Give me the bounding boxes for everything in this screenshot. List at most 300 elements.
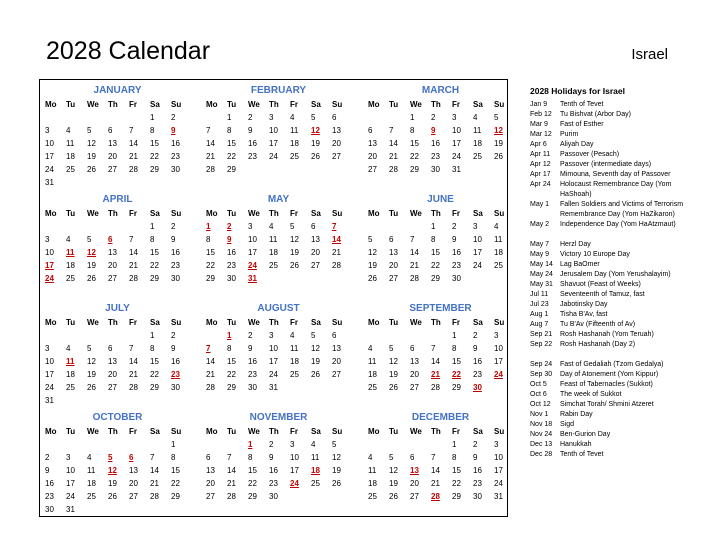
day-cell: 27 [311, 261, 320, 270]
day-cell: 25 [368, 492, 377, 501]
weekday-header: Mo [206, 100, 218, 109]
day-cell: 7 [431, 453, 436, 462]
holiday-row [530, 260, 702, 270]
day-cell: 2 [452, 222, 457, 231]
day-cell: 26 [494, 152, 503, 161]
day-cell: 12 [290, 235, 299, 244]
weekday-header: We [87, 427, 99, 436]
day-cell: 11 [311, 453, 320, 462]
holiday-name: Jabotinsky Day [560, 301, 608, 308]
day-cell: 18 [66, 261, 75, 270]
day-cell: 9 [227, 235, 232, 244]
day-cell: 30 [171, 274, 180, 283]
day-cell: 24 [473, 261, 482, 270]
day-cell: 26 [311, 370, 320, 379]
month-name: AUGUST [257, 303, 300, 314]
empty-cell [389, 111, 410, 124]
month-name: NOVEMBER [249, 412, 308, 423]
day-cell: 30 [473, 492, 482, 501]
day-cell: 18 [290, 139, 299, 148]
day-cell: 29 [452, 492, 461, 501]
holiday-name: The week of Sukkot [560, 391, 622, 398]
day-cell: 2 [431, 113, 436, 122]
day-cell: 2 [248, 113, 253, 122]
day-cell: 3 [473, 222, 478, 231]
day-cell: 3 [45, 235, 50, 244]
day-cell: 27 [332, 370, 341, 379]
weekday-header: Tu [227, 100, 237, 109]
month-days-grid [45, 98, 190, 189]
day-cell: 16 [171, 139, 180, 148]
day-cell: 1 [206, 222, 211, 231]
day-cell: 21 [431, 479, 440, 488]
day-cell: 4 [494, 222, 499, 231]
day-cell: 4 [368, 344, 373, 353]
day-cell: 25 [66, 274, 75, 283]
day-cell: 10 [45, 248, 54, 257]
day-cell: 23 [171, 152, 180, 161]
holiday-row [530, 380, 702, 390]
empty-cell [129, 329, 150, 342]
empty-cell [129, 176, 150, 189]
day-cell: 14 [227, 466, 236, 475]
month-december [368, 411, 513, 503]
month-name: JULY [105, 303, 130, 314]
empty-cell [389, 329, 410, 342]
day-cell: 11 [290, 126, 299, 135]
day-cell: 24 [494, 370, 503, 379]
day-cell: 31 [269, 383, 278, 392]
empty-cell [206, 111, 227, 124]
day-cell: 25 [311, 479, 320, 488]
day-cell: 11 [290, 344, 299, 353]
weekday-header: Su [494, 427, 505, 436]
month-name: JANUARY [93, 85, 142, 96]
holiday-name: Independence Day (Yom HaAtzmaut) [560, 221, 676, 228]
day-cell: 1 [248, 440, 253, 449]
empty-cell [129, 503, 150, 516]
day-cell: 28 [150, 492, 159, 501]
day-cell: 6 [332, 331, 337, 340]
holiday-name: Tu B'Av (Fifteenth of Av) [560, 321, 636, 328]
weekday-header: Mo [45, 318, 57, 327]
empty-cell [66, 176, 87, 189]
weekday-header: Tu [389, 100, 399, 109]
day-cell: 12 [108, 466, 117, 475]
day-cell: 28 [129, 383, 138, 392]
empty-cell [290, 163, 311, 176]
weekday-header: Fr [290, 100, 298, 109]
day-cell: 23 [171, 370, 180, 379]
weekday-header: Th [269, 427, 279, 436]
day-cell: 20 [108, 370, 117, 379]
holiday-date: Dec 13 [530, 441, 553, 448]
day-cell: 19 [332, 466, 341, 475]
day-cell: 15 [410, 139, 419, 148]
empty-cell [269, 272, 290, 285]
holiday-date: Apr 17 [530, 171, 551, 178]
holiday-row [530, 400, 702, 410]
month-name: OCTOBER [92, 412, 143, 423]
empty-cell [332, 490, 353, 503]
day-cell: 19 [311, 357, 320, 366]
day-cell: 16 [473, 466, 482, 475]
holiday-name: Mimouna, Seventh day of Passover [560, 171, 671, 178]
day-cell: 28 [410, 274, 419, 283]
day-cell: 15 [171, 466, 180, 475]
weekday-header: Mo [45, 427, 57, 436]
day-cell: 13 [410, 357, 419, 366]
day-cell: 8 [206, 235, 211, 244]
holiday-date: Sep 30 [530, 371, 553, 378]
weekday-header: Fr [129, 427, 137, 436]
weekday-header: Su [332, 318, 343, 327]
day-cell: 28 [389, 165, 398, 174]
day-cell: 14 [389, 139, 398, 148]
holiday-row [530, 100, 702, 110]
day-cell: 16 [431, 139, 440, 148]
empty-cell [311, 272, 332, 285]
empty-cell [66, 220, 87, 233]
day-cell: 8 [410, 126, 415, 135]
day-cell: 19 [87, 370, 96, 379]
day-cell: 11 [66, 248, 75, 257]
empty-cell [311, 381, 332, 394]
holiday-name: Herzl Day [560, 241, 591, 248]
day-cell: 30 [248, 383, 257, 392]
day-cell: 9 [171, 344, 176, 353]
weekday-header: Th [108, 427, 118, 436]
weekday-header: Su [494, 209, 505, 218]
day-cell: 6 [108, 344, 113, 353]
holiday-date: May 7 [530, 241, 550, 248]
empty-cell [494, 272, 515, 285]
day-cell: 13 [410, 466, 419, 475]
day-cell: 23 [431, 152, 440, 161]
empty-cell [368, 111, 389, 124]
holiday-date: Nov 1 [530, 411, 549, 418]
empty-cell [332, 381, 353, 394]
holiday-row [530, 130, 702, 140]
empty-cell [269, 163, 290, 176]
day-cell: 17 [494, 357, 503, 366]
holiday-name: Shavuot (Feast of Weeks) [560, 281, 641, 288]
holiday-row [530, 270, 702, 280]
day-cell: 13 [108, 139, 117, 148]
month-july [45, 302, 190, 407]
weekday-header: Sa [473, 209, 483, 218]
day-cell: 10 [290, 453, 299, 462]
day-cell: 31 [248, 274, 257, 283]
empty-cell [87, 220, 108, 233]
day-cell: 8 [150, 344, 155, 353]
holiday-row [530, 290, 702, 300]
day-cell: 9 [171, 235, 176, 244]
day-cell: 20 [368, 152, 377, 161]
holiday-row [530, 170, 702, 180]
empty-cell [150, 176, 171, 189]
empty-cell [332, 272, 353, 285]
month-june [368, 193, 513, 285]
holiday-date: Apr 12 [530, 161, 551, 168]
day-cell: 16 [248, 357, 257, 366]
day-cell: 19 [368, 261, 377, 270]
weekday-header: Sa [473, 427, 483, 436]
day-cell: 29 [248, 492, 257, 501]
day-cell: 17 [494, 466, 503, 475]
empty-cell [108, 503, 129, 516]
weekday-header: Tu [227, 318, 237, 327]
holiday-date: Oct 6 [530, 391, 547, 398]
day-cell: 17 [66, 479, 75, 488]
month-march [368, 84, 513, 176]
holiday-row [530, 310, 702, 320]
day-cell: 1 [452, 440, 457, 449]
day-cell: 21 [129, 370, 138, 379]
empty-cell [206, 329, 227, 342]
weekday-header: We [87, 209, 99, 218]
weekday-header: Th [269, 318, 279, 327]
day-cell: 4 [87, 453, 92, 462]
day-cell: 16 [171, 357, 180, 366]
empty-cell [87, 438, 108, 451]
spacer [530, 230, 702, 240]
holidays-title: 2028 Holidays for Israel [530, 86, 625, 96]
empty-cell [431, 329, 452, 342]
holiday-name: Tu Bishvat (Arbor Day) [560, 111, 631, 118]
weekday-header: Tu [389, 318, 399, 327]
day-cell: 26 [311, 152, 320, 161]
holiday-row [530, 240, 702, 250]
day-cell: 20 [108, 261, 117, 270]
day-cell: 10 [473, 235, 482, 244]
day-cell: 3 [269, 113, 274, 122]
empty-cell [473, 272, 494, 285]
month-days-grid [206, 98, 351, 176]
holiday-date: Oct 5 [530, 381, 547, 388]
day-cell: 27 [108, 383, 117, 392]
day-cell: 20 [332, 139, 341, 148]
day-cell: 20 [108, 152, 117, 161]
holiday-name: Passover (intermediate days) [560, 161, 652, 168]
weekday-header: Sa [311, 318, 321, 327]
weekday-header: Fr [452, 100, 460, 109]
empty-cell [171, 176, 192, 189]
day-cell: 30 [431, 165, 440, 174]
empty-cell [171, 394, 192, 407]
day-cell: 22 [227, 152, 236, 161]
day-cell: 9 [45, 466, 50, 475]
month-days-grid [368, 425, 513, 503]
weekday-header: Su [332, 209, 343, 218]
day-cell: 12 [87, 248, 96, 257]
day-cell: 24 [248, 261, 257, 270]
day-cell: 18 [66, 152, 75, 161]
day-cell: 6 [206, 453, 211, 462]
holiday-row [530, 280, 702, 290]
weekday-header: We [87, 100, 99, 109]
holiday-row [530, 370, 702, 380]
day-cell: 12 [332, 453, 341, 462]
weekday-header: Mo [206, 318, 218, 327]
day-cell: 14 [150, 466, 159, 475]
weekday-header: Tu [389, 427, 399, 436]
spacer [530, 350, 702, 360]
day-cell: 9 [248, 126, 253, 135]
day-cell: 16 [227, 248, 236, 257]
day-cell: 15 [150, 357, 159, 366]
day-cell: 1 [227, 331, 232, 340]
day-cell: 4 [290, 113, 295, 122]
day-cell: 5 [368, 235, 373, 244]
empty-cell [248, 163, 269, 176]
weekday-header: We [87, 318, 99, 327]
day-cell: 6 [129, 453, 134, 462]
day-cell: 17 [452, 139, 461, 148]
holiday-row [530, 320, 702, 330]
day-cell: 24 [45, 274, 54, 283]
day-cell: 29 [431, 274, 440, 283]
day-cell: 14 [431, 466, 440, 475]
empty-cell [108, 176, 129, 189]
day-cell: 28 [227, 492, 236, 501]
holiday-date: Mar 9 [530, 121, 548, 128]
day-cell: 17 [269, 139, 278, 148]
day-cell: 14 [129, 248, 138, 257]
day-cell: 5 [332, 440, 337, 449]
day-cell: 11 [368, 466, 377, 475]
day-cell: 8 [248, 453, 253, 462]
day-cell: 29 [227, 165, 236, 174]
weekday-header: Th [431, 427, 441, 436]
empty-cell [108, 394, 129, 407]
day-cell: 28 [129, 274, 138, 283]
holiday-name: Ben-Gurion Day [560, 431, 611, 438]
day-cell: 21 [150, 479, 159, 488]
day-cell: 5 [389, 344, 394, 353]
day-cell: 14 [431, 357, 440, 366]
month-name: APRIL [102, 194, 133, 205]
day-cell: 21 [129, 261, 138, 270]
day-cell: 12 [87, 139, 96, 148]
day-cell: 31 [66, 505, 75, 514]
weekday-header: Mo [206, 427, 218, 436]
weekday-header: Tu [389, 209, 399, 218]
day-cell: 1 [171, 440, 176, 449]
day-cell: 24 [45, 383, 54, 392]
day-cell: 30 [452, 274, 461, 283]
holiday-date: Mar 12 [530, 131, 552, 138]
day-cell: 18 [290, 357, 299, 366]
day-cell: 12 [311, 126, 320, 135]
month-days-grid [368, 207, 513, 285]
day-cell: 30 [171, 383, 180, 392]
day-cell: 24 [494, 479, 503, 488]
day-cell: 27 [129, 492, 138, 501]
day-cell: 18 [368, 370, 377, 379]
day-cell: 2 [248, 331, 253, 340]
holiday-row [530, 160, 702, 170]
day-cell: 20 [311, 248, 320, 257]
weekday-header: Mo [45, 209, 57, 218]
day-cell: 10 [269, 126, 278, 135]
day-cell: 17 [473, 248, 482, 257]
day-cell: 7 [129, 126, 134, 135]
day-cell: 13 [108, 357, 117, 366]
day-cell: 15 [150, 139, 159, 148]
day-cell: 16 [45, 479, 54, 488]
day-cell: 3 [45, 344, 50, 353]
holiday-row [530, 180, 702, 200]
day-cell: 23 [171, 261, 180, 270]
day-cell: 8 [150, 235, 155, 244]
day-cell: 6 [311, 222, 316, 231]
holiday-date: May 14 [530, 261, 553, 268]
day-cell: 8 [150, 126, 155, 135]
day-cell: 22 [410, 152, 419, 161]
weekday-header: Th [108, 318, 118, 327]
holiday-name: Fast of Esther [560, 121, 604, 128]
weekday-header: Fr [129, 318, 137, 327]
day-cell: 6 [108, 126, 113, 135]
day-cell: 4 [66, 235, 71, 244]
holiday-name: Rosh Hashanah (Yom Teruah) [560, 331, 654, 338]
weekday-header: Su [494, 100, 505, 109]
month-name: SEPTEMBER [409, 303, 472, 314]
day-cell: 5 [108, 453, 113, 462]
day-cell: 25 [87, 492, 96, 501]
day-cell: 12 [494, 126, 503, 135]
empty-cell [290, 490, 311, 503]
holiday-date: Oct 12 [530, 401, 551, 408]
day-cell: 23 [248, 370, 257, 379]
day-cell: 25 [66, 165, 75, 174]
month-days-grid [368, 98, 513, 176]
month-days-grid [206, 207, 351, 285]
weekday-header: Su [171, 318, 182, 327]
day-cell: 5 [87, 235, 92, 244]
day-cell: 6 [368, 126, 373, 135]
holiday-date: May 2 [530, 221, 550, 228]
day-cell: 28 [206, 383, 215, 392]
day-cell: 25 [368, 383, 377, 392]
day-cell: 9 [452, 235, 457, 244]
day-cell: 26 [389, 492, 398, 501]
weekday-header: Mo [368, 318, 380, 327]
day-cell: 27 [108, 165, 117, 174]
holiday-row [530, 340, 702, 350]
day-cell: 11 [494, 235, 503, 244]
day-cell: 2 [473, 331, 478, 340]
day-cell: 12 [389, 357, 398, 366]
holiday-row [530, 250, 702, 260]
day-cell: 17 [290, 466, 299, 475]
day-cell: 23 [248, 152, 257, 161]
day-cell: 26 [108, 492, 117, 501]
weekday-header: Mo [206, 209, 218, 218]
holiday-date: Sep 24 [530, 361, 553, 368]
day-cell: 9 [171, 126, 176, 135]
day-cell: 24 [45, 165, 54, 174]
day-cell: 23 [269, 479, 278, 488]
day-cell: 19 [389, 370, 398, 379]
holiday-date: Jan 9 [530, 101, 548, 108]
month-april [45, 193, 190, 285]
day-cell: 10 [66, 466, 75, 475]
day-cell: 24 [452, 152, 461, 161]
holiday-row [530, 410, 702, 420]
day-cell: 14 [129, 357, 138, 366]
